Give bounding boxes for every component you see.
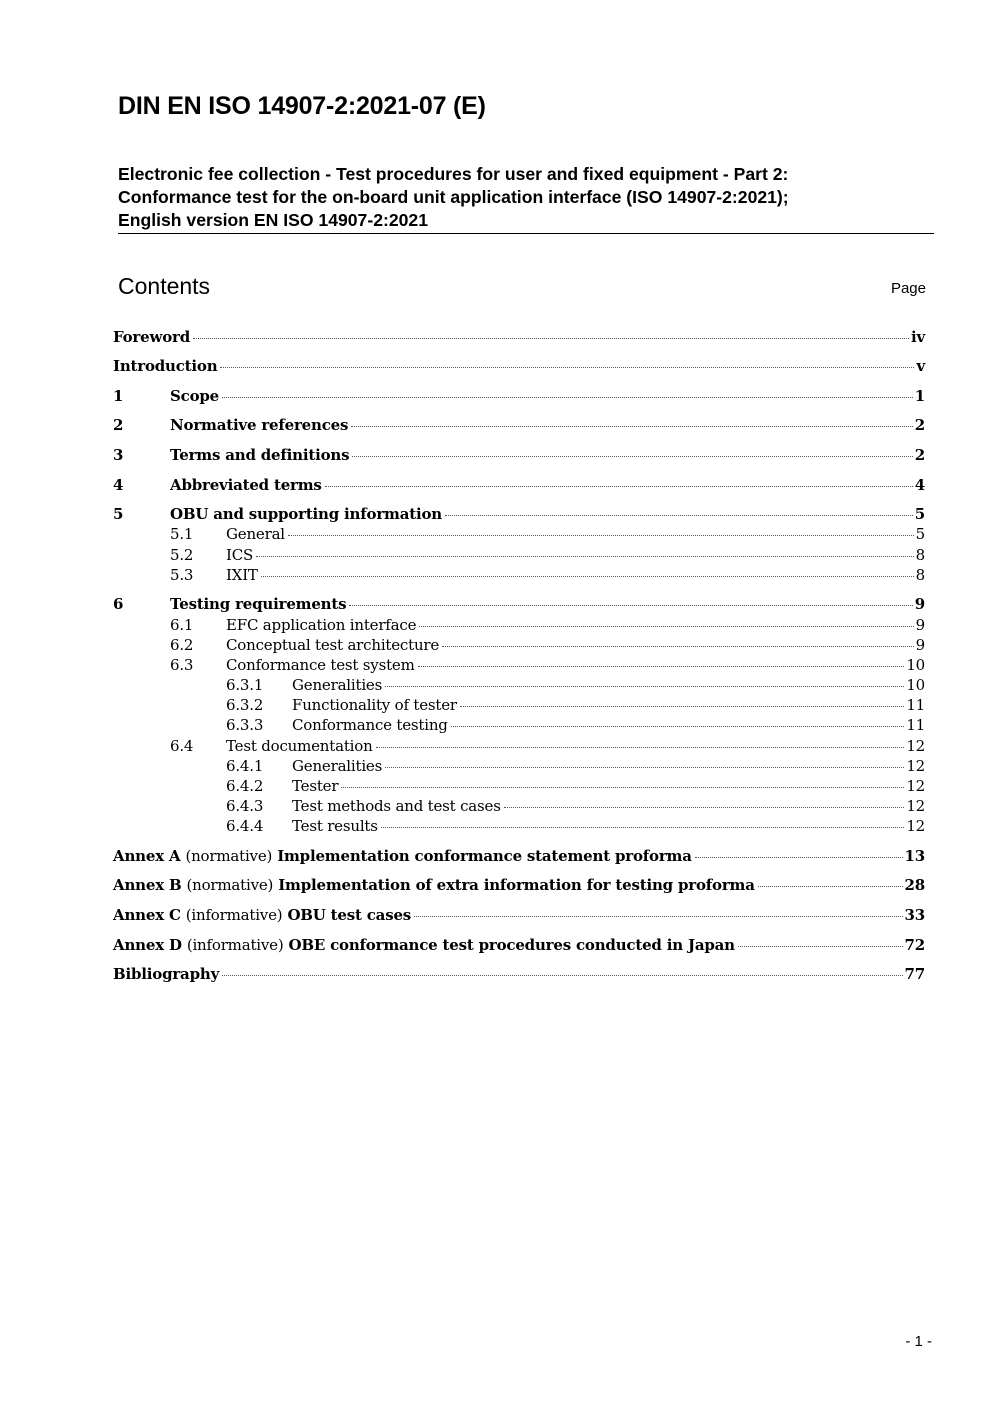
- toc-leader-dots: [376, 747, 905, 748]
- annex-prefix: Annex D: [113, 936, 182, 954]
- toc-entry-number: 6.1: [170, 616, 194, 634]
- toc-entry-page: iv: [910, 328, 925, 346]
- footer-page-number: - 1 -: [905, 1333, 932, 1350]
- toc-entry-page: 9: [914, 595, 925, 613]
- toc-entry-testing-requirements[interactable]: [113, 594, 925, 614]
- toc-entry-annex-d[interactable]: [113, 935, 925, 955]
- toc-entry-6-3-3[interactable]: [113, 715, 925, 735]
- annex-kind: (normative): [185, 847, 273, 865]
- annex-kind: (normative): [186, 876, 274, 894]
- toc-leader-dots: [451, 726, 905, 727]
- toc-entry-page: 4: [914, 476, 925, 494]
- toc-entry-title: Normative references: [170, 416, 349, 434]
- toc-entry-title: General: [226, 525, 285, 543]
- toc-entry-6-1[interactable]: [113, 615, 925, 635]
- toc-leader-dots: [418, 666, 905, 667]
- toc-entry-6-3[interactable]: [113, 655, 925, 675]
- subtitle-line: Electronic fee collection - Test procedures for user and fixed equipment - Part 2:: [118, 164, 789, 184]
- toc-entry-5-3[interactable]: [113, 565, 925, 585]
- toc-leader-dots: [222, 397, 913, 398]
- toc-entry-introduction[interactable]: [113, 356, 925, 376]
- annex-title: Implementation conformance statement proforma: [277, 847, 692, 865]
- annex-kind: (informative): [185, 906, 283, 924]
- toc-entry-number: 5.3: [170, 566, 194, 584]
- toc-entry-title: OBU and supporting information: [170, 505, 442, 523]
- toc-entry-title: Conformance testing: [292, 716, 448, 734]
- toc-entry-bibliography[interactable]: [113, 964, 925, 984]
- toc-entry-number: 3: [113, 446, 124, 464]
- toc-entry-page: 2: [914, 416, 925, 434]
- annex-title: OBU test cases: [287, 906, 412, 924]
- toc-leader-dots: [261, 576, 914, 577]
- toc-entry-number: 6.3.3: [226, 716, 264, 734]
- toc-leader-dots: [381, 827, 905, 828]
- toc-entry-number: 5.2: [170, 546, 194, 564]
- toc-entry-title: Foreword: [113, 328, 190, 346]
- toc-entry-6-4-4[interactable]: [113, 816, 925, 836]
- toc-entry-number: 6.4: [170, 737, 194, 755]
- subtitle-line: English version EN ISO 14907-2:2021: [118, 210, 428, 230]
- toc-entry-title: EFC application interface: [226, 616, 417, 634]
- toc-entry-5-2[interactable]: [113, 545, 925, 565]
- document-title: DIN EN ISO 14907-2:2021-07 (E): [118, 92, 486, 120]
- toc-entry-title: Functionality of tester: [292, 696, 457, 714]
- toc-leader-dots: [220, 367, 914, 368]
- toc-entry-6-4-1[interactable]: [113, 756, 925, 776]
- toc-leader-dots: [288, 535, 914, 536]
- toc-entry-number: 2: [113, 416, 124, 434]
- toc-entry-number: 6.4.2: [226, 777, 264, 795]
- toc-entry-title: Conformance test system: [226, 656, 415, 674]
- toc-entry-obu-supporting-info[interactable]: [113, 504, 925, 524]
- toc-entry-page: 72: [904, 936, 925, 954]
- toc-leader-dots: [349, 605, 912, 606]
- toc-entry-number: 5: [113, 505, 124, 523]
- annex-prefix: Annex B: [113, 876, 182, 894]
- page-column-label: Page: [890, 280, 926, 297]
- toc-entry-page: 12: [906, 757, 925, 775]
- toc-entry-page: 8: [915, 546, 925, 564]
- toc-leader-dots: [222, 975, 902, 976]
- toc-entry-page: 10: [906, 676, 925, 694]
- toc-entry-page: 13: [904, 847, 925, 865]
- subtitle-line: Conformance test for the on-board unit application interface (ISO 14907-2:2021);: [118, 187, 789, 207]
- toc-entry-annex-a[interactable]: [113, 846, 925, 866]
- toc-entry-page: 12: [906, 817, 925, 835]
- toc-entry-number: 6: [113, 595, 124, 613]
- toc-entry-page: 9: [915, 636, 925, 654]
- toc-entry-title: [113, 875, 755, 895]
- toc-leader-dots: [351, 426, 913, 427]
- toc-leader-dots: [352, 456, 912, 457]
- toc-entry-page: 8: [915, 566, 925, 584]
- toc-entry-title: Abbreviated terms: [170, 476, 322, 494]
- toc-leader-dots: [445, 515, 913, 516]
- toc-entry-title: Test documentation: [226, 737, 373, 755]
- annex-title: OBE conformance test procedures conducted in Japan: [288, 936, 735, 954]
- toc-entry-page: 9: [915, 616, 925, 634]
- toc-entry-title: Generalities: [292, 757, 383, 775]
- toc-entry-title: [113, 905, 411, 925]
- toc-entry-number: 5.1: [170, 525, 194, 543]
- title-rule: [118, 233, 934, 234]
- document-subtitle: [118, 163, 934, 232]
- toc-entry-6-4-2[interactable]: [113, 776, 925, 796]
- toc-entry-title: Scope: [170, 387, 220, 405]
- toc-entry-6-4[interactable]: [113, 736, 925, 756]
- toc-leader-dots: [341, 787, 904, 788]
- toc-entry-page: v: [916, 357, 925, 375]
- toc-entry-title: Generalities: [292, 676, 383, 694]
- toc-entry-terms-definitions[interactable]: [113, 445, 925, 465]
- toc-entry-title: Testing requirements: [170, 595, 347, 613]
- toc-leader-dots: [442, 646, 914, 647]
- toc-entry-page: 11: [906, 696, 925, 714]
- toc-leader-dots: [193, 338, 909, 339]
- toc-leader-dots: [738, 946, 903, 947]
- toc-entry-5-1[interactable]: [113, 524, 925, 544]
- toc-leader-dots: [460, 706, 904, 707]
- annex-prefix: Annex A: [113, 847, 181, 865]
- toc-entry-number: 4: [113, 476, 124, 494]
- toc-entry-number: 6.3.1: [226, 676, 264, 694]
- toc-entry-page: 12: [906, 777, 925, 795]
- toc-entry-abbreviated-terms[interactable]: [113, 475, 925, 495]
- annex-title: Implementation of extra information for testing proforma: [278, 876, 755, 894]
- toc-entry-page: 2: [914, 446, 925, 464]
- toc-entry-number: 6.3.2: [226, 696, 264, 714]
- toc-entry-scope[interactable]: [113, 386, 925, 406]
- toc-entry-page: 5: [914, 505, 925, 523]
- toc-entry-title: Conceptual test architecture: [226, 636, 440, 654]
- toc-entry-normative-references[interactable]: [113, 415, 925, 435]
- toc-leader-dots: [256, 556, 914, 557]
- contents-heading: Contents: [118, 273, 211, 299]
- toc-entry-page: 77: [904, 965, 925, 983]
- toc-leader-dots: [385, 686, 904, 687]
- toc-leader-dots: [419, 626, 913, 627]
- toc-leader-dots: [325, 486, 913, 487]
- toc-entry-page: 33: [904, 906, 925, 924]
- toc-entry-title: Test results: [292, 817, 378, 835]
- toc-entry-page: 10: [906, 656, 925, 674]
- toc-leader-dots: [504, 807, 905, 808]
- toc-entry-6-3-2[interactable]: [113, 695, 925, 715]
- toc-entry-foreword[interactable]: [113, 327, 925, 347]
- toc-entry-number: 6.4.1: [226, 757, 264, 775]
- toc-leader-dots: [414, 916, 902, 917]
- toc-entry-page: 5: [915, 525, 925, 543]
- toc-leader-dots: [385, 767, 904, 768]
- toc-entry-title: Terms and definitions: [170, 446, 350, 464]
- toc-leader-dots: [695, 857, 903, 858]
- annex-kind: (informative): [186, 936, 284, 954]
- toc-entry-page: 12: [906, 737, 925, 755]
- toc-entry-title: ICS: [226, 546, 254, 564]
- toc-entry-title: [113, 846, 692, 866]
- toc-entry-page: 12: [906, 797, 925, 815]
- toc-entry-number: 6.2: [170, 636, 194, 654]
- toc-leader-dots: [758, 886, 903, 887]
- toc-entry-title: Test methods and test cases: [292, 797, 501, 815]
- toc-entry-title: IXIT: [226, 566, 258, 584]
- toc-entry-title: Bibliography: [113, 965, 220, 983]
- annex-prefix: Annex C: [113, 906, 181, 924]
- toc-entry-number: 1: [113, 387, 124, 405]
- toc-entry-title: [113, 935, 735, 955]
- toc-entry-number: 6.3: [170, 656, 194, 674]
- toc-entry-title: Introduction: [113, 357, 218, 375]
- toc-entry-page: 28: [904, 876, 925, 894]
- toc-entry-number: 6.4.3: [226, 797, 264, 815]
- toc-entry-6-2[interactable]: [113, 635, 925, 655]
- toc-entry-annex-c[interactable]: [113, 905, 925, 925]
- toc-entry-6-3-1[interactable]: [113, 675, 925, 695]
- toc-entry-annex-b[interactable]: [113, 875, 925, 895]
- toc-entry-page: 11: [906, 716, 925, 734]
- toc-entry-6-4-3[interactable]: [113, 796, 925, 816]
- toc-entry-page: 1: [914, 387, 925, 405]
- toc-entry-title: Tester: [292, 777, 339, 795]
- toc-entry-number: 6.4.4: [226, 817, 264, 835]
